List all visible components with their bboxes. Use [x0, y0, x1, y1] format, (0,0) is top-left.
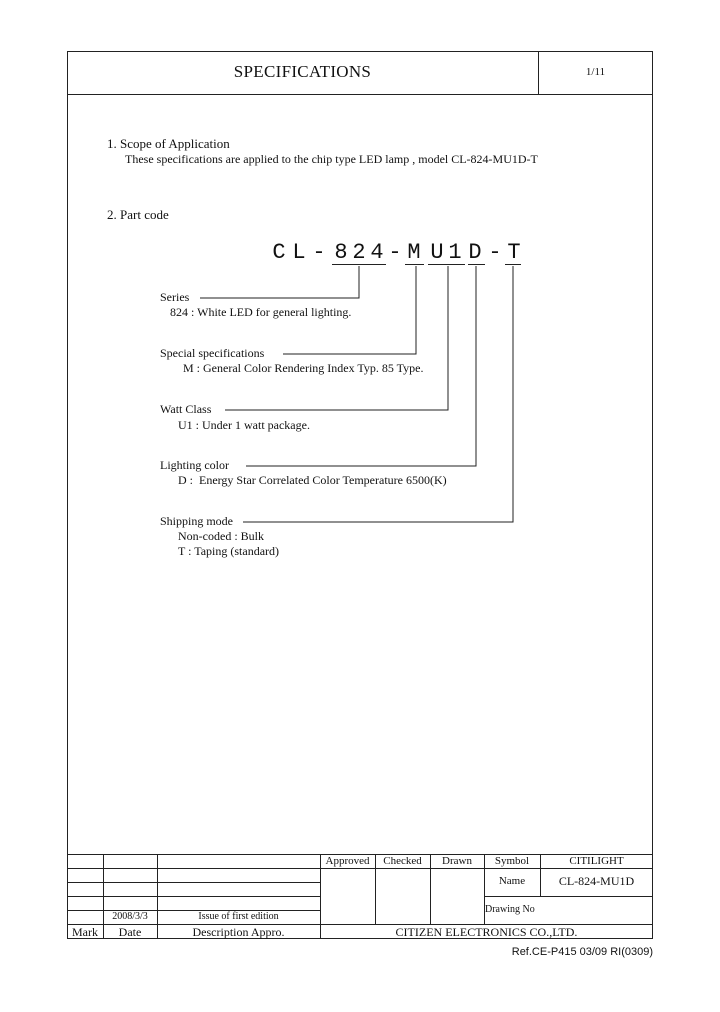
- part-code-char: -: [312, 240, 326, 265]
- part-code-char: M: [407, 240, 421, 265]
- part-code-char: C: [272, 240, 286, 265]
- symbol-header: Symbol: [494, 855, 530, 867]
- legend-shipping-desc: Non-coded : Bulk: [178, 529, 264, 543]
- footer-rev-line-2: [67, 882, 320, 883]
- legend-series-label: Series: [160, 290, 190, 304]
- revision-date: 2008/3/3: [112, 911, 148, 922]
- part-code-char: 2: [352, 240, 366, 265]
- legend-color-label: Lighting color: [160, 458, 229, 472]
- page-number: 1/11: [585, 66, 606, 78]
- series-leader: [200, 266, 359, 298]
- part-code-char: 8: [334, 240, 348, 265]
- legend-shipping-label: Shipping mode: [160, 514, 234, 528]
- revision-description: Issue of first edition: [198, 911, 279, 922]
- checked-header: Checked: [383, 855, 422, 867]
- footer-rev-line-3: [67, 896, 320, 897]
- page-title: SPECIFICATIONS: [233, 62, 372, 81]
- section1-body: These specifications are applied to the chip type LED lamp , model CL-824-MU1D-T: [125, 152, 538, 166]
- watt-leader: [225, 266, 448, 410]
- name-value: CL-824-MU1D: [558, 874, 635, 888]
- legend-watt-label: Watt Class: [160, 402, 212, 416]
- footer-approval-line: [320, 868, 653, 869]
- date-header: Date: [118, 925, 142, 939]
- brand-name: CITILIGHT: [569, 855, 624, 867]
- part-code-char: D: [468, 240, 482, 265]
- approved-header: Approved: [325, 855, 370, 867]
- legend-watt-desc: U1 : Under 1 watt package.: [178, 418, 310, 432]
- footer-rev-line-1: [67, 868, 320, 869]
- legend-shipping-desc2: T : Taping (standard): [178, 544, 280, 558]
- name-label: Name: [498, 875, 526, 887]
- legend-color-desc: D : Energy Star Correlated Color Temperature 6500(K): [178, 473, 447, 487]
- mark-header: Mark: [72, 925, 98, 939]
- reference-code: Ref.CE-P415 03/09 RI(0309): [511, 946, 653, 958]
- company-name: CITIZEN ELECTRONICS CO.,LTD.: [395, 925, 578, 939]
- part-code-char: -: [488, 240, 502, 265]
- footer-name-line: [484, 896, 653, 897]
- part-code-char: -: [388, 240, 402, 265]
- description-header: Description Appro.: [192, 925, 285, 939]
- section2-heading: 2. Part code: [107, 207, 169, 222]
- drawing-no-label: Drawing No: [485, 904, 535, 915]
- part-code-char: 1: [448, 240, 462, 265]
- legend-special-label: Special specifications: [160, 346, 265, 360]
- legend-special-desc: M : General Color Rendering Index Typ. 85 Type.: [183, 361, 424, 375]
- drawn-header: Drawn: [442, 855, 472, 867]
- part-code-char: U: [430, 240, 444, 265]
- part-code-char: 4: [370, 240, 384, 265]
- legend-series-desc: 824 : White LED for general lighting.: [170, 305, 352, 319]
- part-code-char: T: [507, 240, 521, 265]
- part-code-char: L: [292, 240, 306, 265]
- section1-heading: 1. Scope of Application: [107, 136, 230, 151]
